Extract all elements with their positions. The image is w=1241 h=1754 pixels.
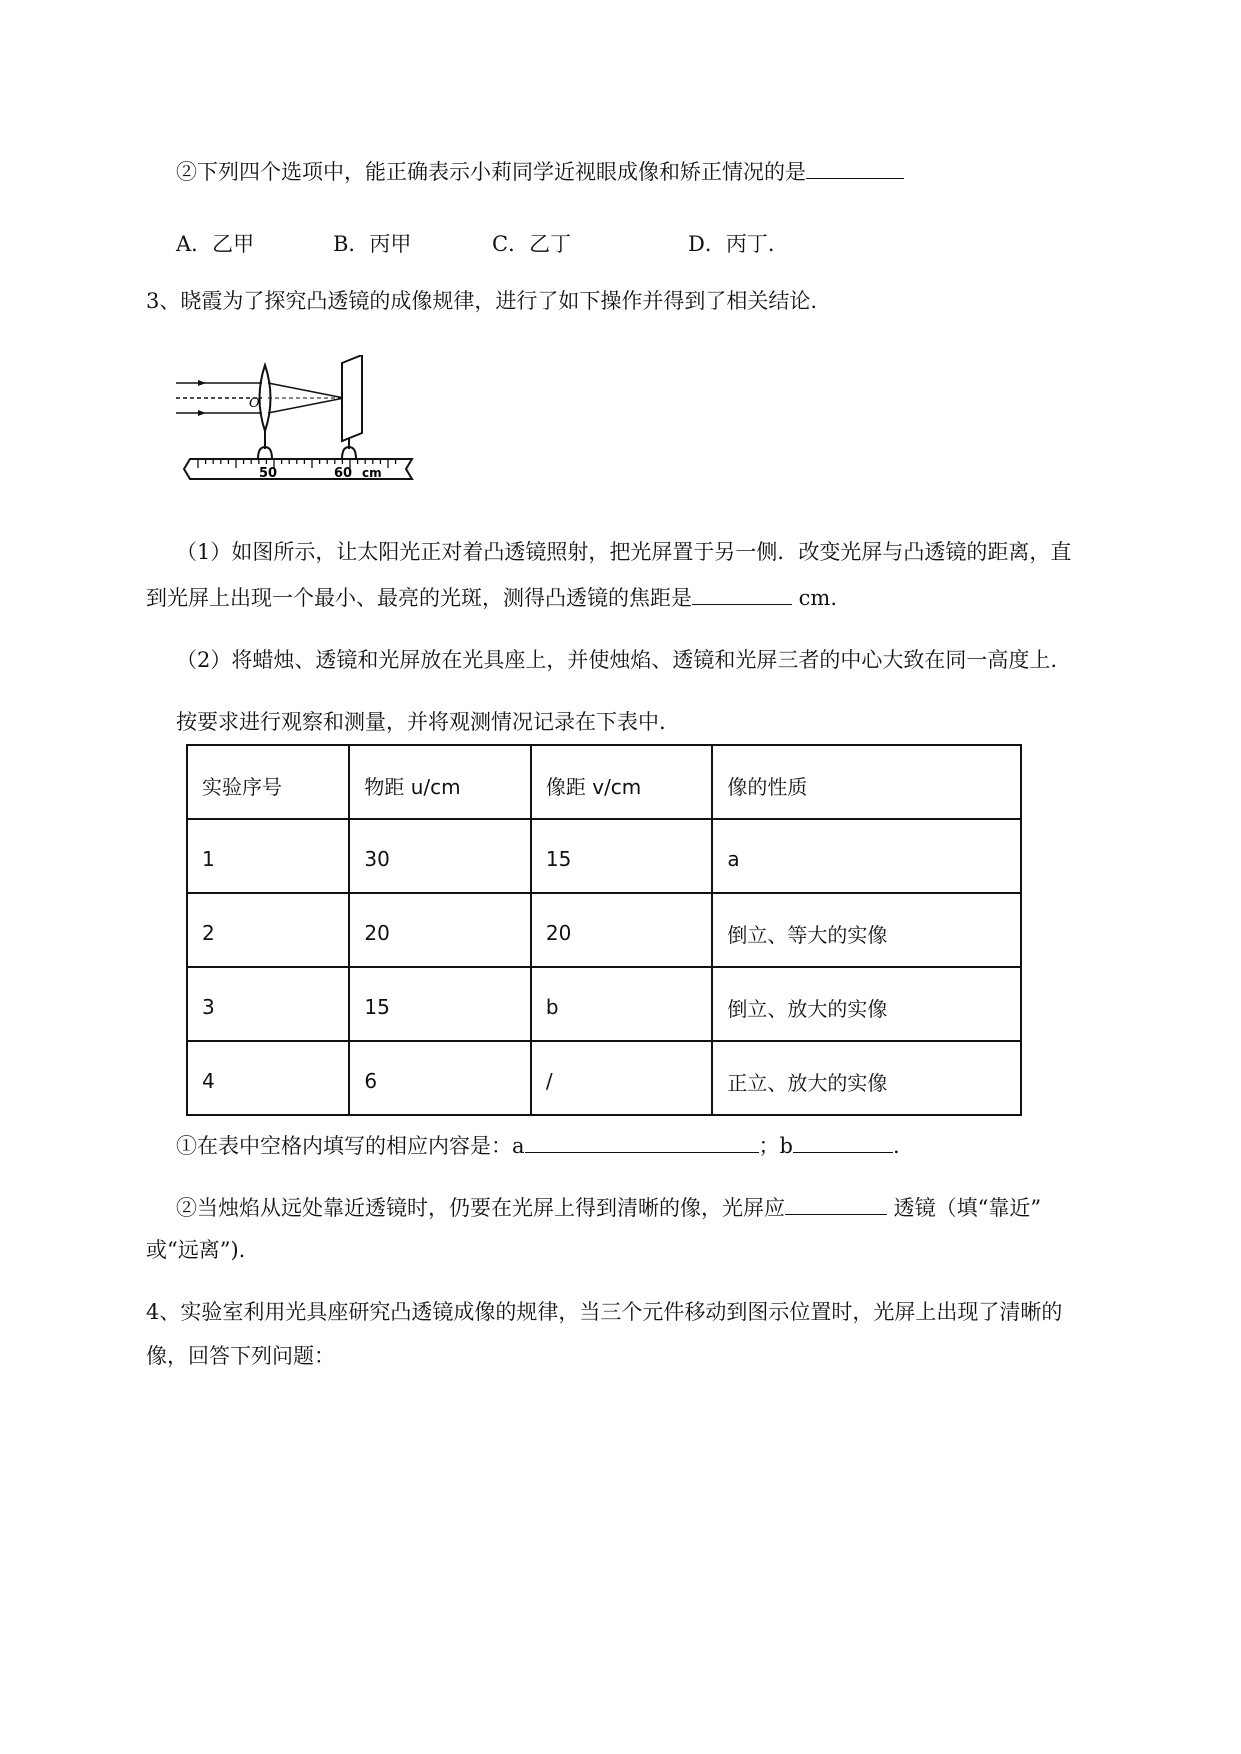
answer-blank[interactable] (806, 160, 904, 179)
table-cell: 20 (349, 893, 531, 967)
q3-part1-line2: 到光屏上出现一个最小、最亮的光斑，测得凸透镜的焦距是 cm. (146, 586, 838, 610)
table-cell: b (531, 967, 713, 1041)
q3-part2-line1: （2）将蜡烛、透镜和光屏放在光具座上，并使烛焰、透镜和光屏三者的中心大致在同一高度上. (176, 648, 1058, 672)
table-cell: / (531, 1041, 713, 1115)
q4-line1: 4、实验室利用光具座研究凸透镜成像的规律，当三个元件移动到图示位置时，光屏上出现了清晰的 (146, 1300, 1063, 1324)
option-b[interactable]: B．丙甲 (333, 232, 412, 256)
table-row (187, 893, 1021, 967)
answer-direction-blank[interactable] (785, 1196, 887, 1215)
table-header: 像距 v/cm (531, 745, 713, 819)
option-c[interactable]: C．乙丁 (492, 232, 572, 256)
q3-sub1: ①在表中空格内填写的相应内容是：a ；b . (176, 1134, 900, 1158)
table-cell: 6 (349, 1041, 531, 1115)
observation-table (186, 744, 1022, 1116)
q3-sub2-line1: ②当烛焰从远处靠近透镜时，仍要在光屏上得到清晰的像，光屏应 透镜（填“靠近” (176, 1196, 1042, 1220)
table-header: 像的性质 (712, 745, 1021, 819)
table-cell: 30 (349, 819, 531, 893)
answer-a-blank[interactable] (525, 1134, 759, 1153)
table-cell: 4 (187, 1041, 349, 1115)
table-row (187, 967, 1021, 1041)
table-header: 物距 u/cm (349, 745, 531, 819)
table-cell: a (712, 819, 1021, 893)
table-cell: 3 (187, 967, 349, 1041)
table-cell: 倒立、放大的实像 (712, 967, 1021, 1041)
q3-part2-line2: 按要求进行观察和测量，并将观测情况记录在下表中. (176, 710, 666, 734)
converging-ray-top (268, 383, 344, 398)
unit-label: cm (362, 466, 382, 480)
lens-label: O (249, 396, 260, 411)
converging-ray-bottom (268, 398, 344, 413)
answer-b-blank[interactable] (793, 1134, 893, 1153)
table-cell: 15 (349, 967, 531, 1041)
table-cell: 20 (531, 893, 713, 967)
optical-bench-diagram (176, 355, 426, 483)
q2-part2-text: ②下列四个选项中，能正确表示小莉同学近视眼成像和矫正情况的是 (176, 160, 904, 183)
arrow-icon (198, 410, 206, 416)
option-a[interactable]: A．乙甲 (176, 232, 255, 256)
q3-intro: 3、晓霞为了探究凸透镜的成像规律，进行了如下操作并得到了相关结论. (146, 289, 818, 313)
table-row (187, 819, 1021, 893)
q4-line2: 像，回答下列问题： (146, 1344, 335, 1368)
table-cell: 1 (187, 819, 349, 893)
focal-length-blank[interactable] (692, 586, 792, 605)
option-d[interactable]: D．丙丁. (688, 232, 775, 256)
light-screen (342, 355, 362, 441)
table-row (187, 1041, 1021, 1115)
q3-sub2-line2: 或“远离”). (146, 1238, 246, 1262)
mark-50-label: 50 (259, 466, 278, 481)
table-cell: 2 (187, 893, 349, 967)
mark-60-label: 60 (334, 466, 353, 481)
table-cell: 倒立、等大的实像 (712, 893, 1021, 967)
table-cell: 正立、放大的实像 (712, 1041, 1021, 1115)
q3-part1-line1: （1）如图所示，让太阳光正对着凸透镜照射，把光屏置于另一侧．改变光屏与凸透镜的距离，直 (176, 540, 1072, 564)
table-header-row (187, 745, 1021, 819)
table-cell: 15 (531, 819, 713, 893)
arrow-icon (198, 380, 206, 386)
table-header: 实验序号 (187, 745, 349, 819)
